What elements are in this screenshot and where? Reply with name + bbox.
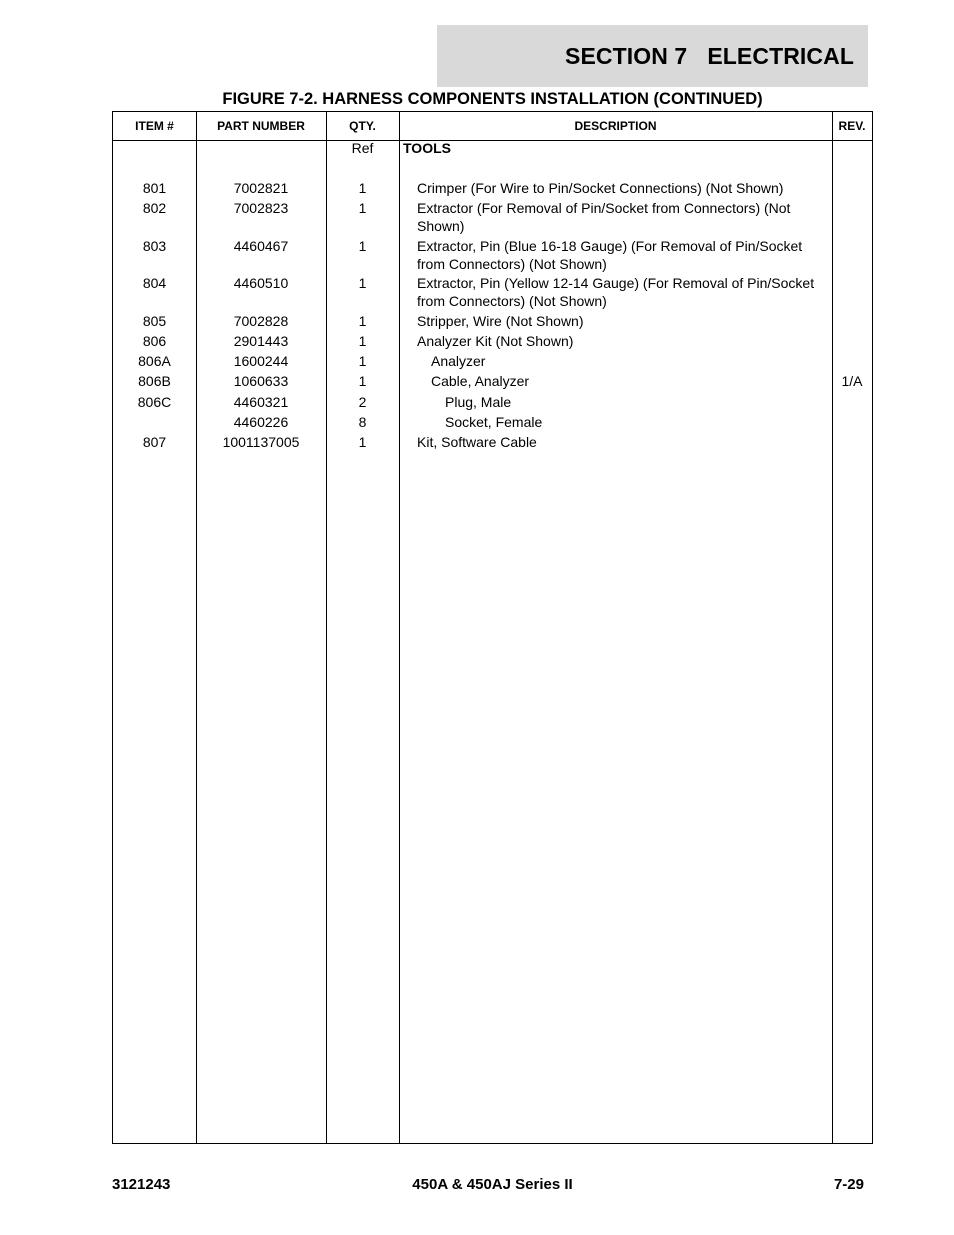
- cell-item: 807: [142, 434, 167, 450]
- cell-qty: 1: [358, 180, 367, 196]
- cell-description: Analyzer: [431, 353, 486, 369]
- column-header-rev: REV.: [838, 119, 866, 133]
- footer-page-number: 7-29: [833, 1176, 864, 1193]
- cell-part-number: 2901443: [233, 333, 289, 349]
- section-title: ELECTRICAL: [707, 42, 854, 69]
- cell-description: Cable, Analyzer: [431, 373, 530, 389]
- cell-qty: 1: [358, 200, 367, 216]
- cell-qty: 1: [358, 434, 367, 450]
- cell-part-number: 4460510: [233, 275, 289, 291]
- cell-qty: 8: [358, 414, 367, 430]
- column-header-part-number: PART NUMBER: [217, 119, 305, 133]
- section-number: SECTION 7: [565, 42, 688, 69]
- cell-part-number: 7002823: [233, 200, 289, 216]
- cell-qty: 1: [358, 238, 367, 254]
- cell-description: Analyzer Kit (Not Shown): [417, 333, 574, 349]
- cell-item: 806B: [138, 373, 171, 389]
- cell-item: 804: [142, 275, 167, 291]
- column-header-qty: QTY.: [349, 119, 376, 133]
- cell-item: 806: [142, 333, 167, 349]
- cell-description: Plug, Male: [445, 394, 512, 410]
- cell-item: 801: [142, 180, 167, 196]
- cell-qty: 1: [358, 353, 367, 369]
- cell-qty: 1: [358, 313, 367, 329]
- cell-description: Crimper (For Wire to Pin/Socket Connections) (Not Shown): [417, 180, 784, 196]
- cell-qty: 1: [358, 333, 367, 349]
- cell-part-number: 4460226: [233, 414, 289, 430]
- cell-qty: Ref: [351, 140, 374, 156]
- cell-part-number: 4460321: [233, 394, 289, 410]
- footer-model: 450A & 450AJ Series II: [412, 1176, 573, 1193]
- parts-table: [112, 111, 873, 1144]
- figure-title: FIGURE 7-2. HARNESS COMPONENTS INSTALLATION (CONTINUED): [222, 90, 763, 108]
- cell-description: Extractor (For Removal of Pin/Socket from Connectors) (Not Shown): [417, 200, 791, 234]
- cell-qty: 1: [358, 373, 367, 389]
- cell-part-number: 1060633: [233, 373, 289, 389]
- cell-item: 806A: [138, 353, 171, 369]
- footer-doc-number: 3121243: [112, 1176, 171, 1193]
- cell-item: 803: [142, 238, 167, 254]
- column-divider: [326, 112, 327, 1143]
- cell-description: Extractor, Pin (Blue 16-18 Gauge) (For Removal of Pin/Socket from Connectors) (Not Shown): [417, 238, 803, 272]
- cell-part-number: 7002828: [233, 313, 289, 329]
- cell-description: TOOLS: [403, 140, 451, 156]
- cell-item: 805: [142, 313, 167, 329]
- cell-description: Socket, Female: [445, 414, 543, 430]
- cell-qty: 2: [358, 394, 367, 410]
- cell-description: Extractor, Pin (Yellow 12-14 Gauge) (For Removal of Pin/Socket from Connectors) (Not Shown): [417, 275, 815, 309]
- cell-part-number: 1001137005: [222, 434, 300, 450]
- column-header-description: DESCRIPTION: [574, 119, 657, 133]
- column-divider: [196, 112, 197, 1143]
- cell-item: 806C: [137, 394, 172, 410]
- cell-part-number: 1600244: [233, 353, 289, 369]
- cell-qty: 1: [358, 275, 367, 291]
- cell-item: 802: [142, 200, 167, 216]
- section-banner: [437, 25, 868, 87]
- column-divider: [832, 112, 833, 1143]
- cell-description: Kit, Software Cable: [417, 434, 537, 450]
- cell-part-number: 4460467: [233, 238, 289, 254]
- column-header-item: ITEM #: [135, 119, 174, 133]
- cell-rev: 1/A: [841, 373, 863, 389]
- cell-description: Stripper, Wire (Not Shown): [417, 313, 584, 329]
- cell-part-number: 7002821: [233, 180, 289, 196]
